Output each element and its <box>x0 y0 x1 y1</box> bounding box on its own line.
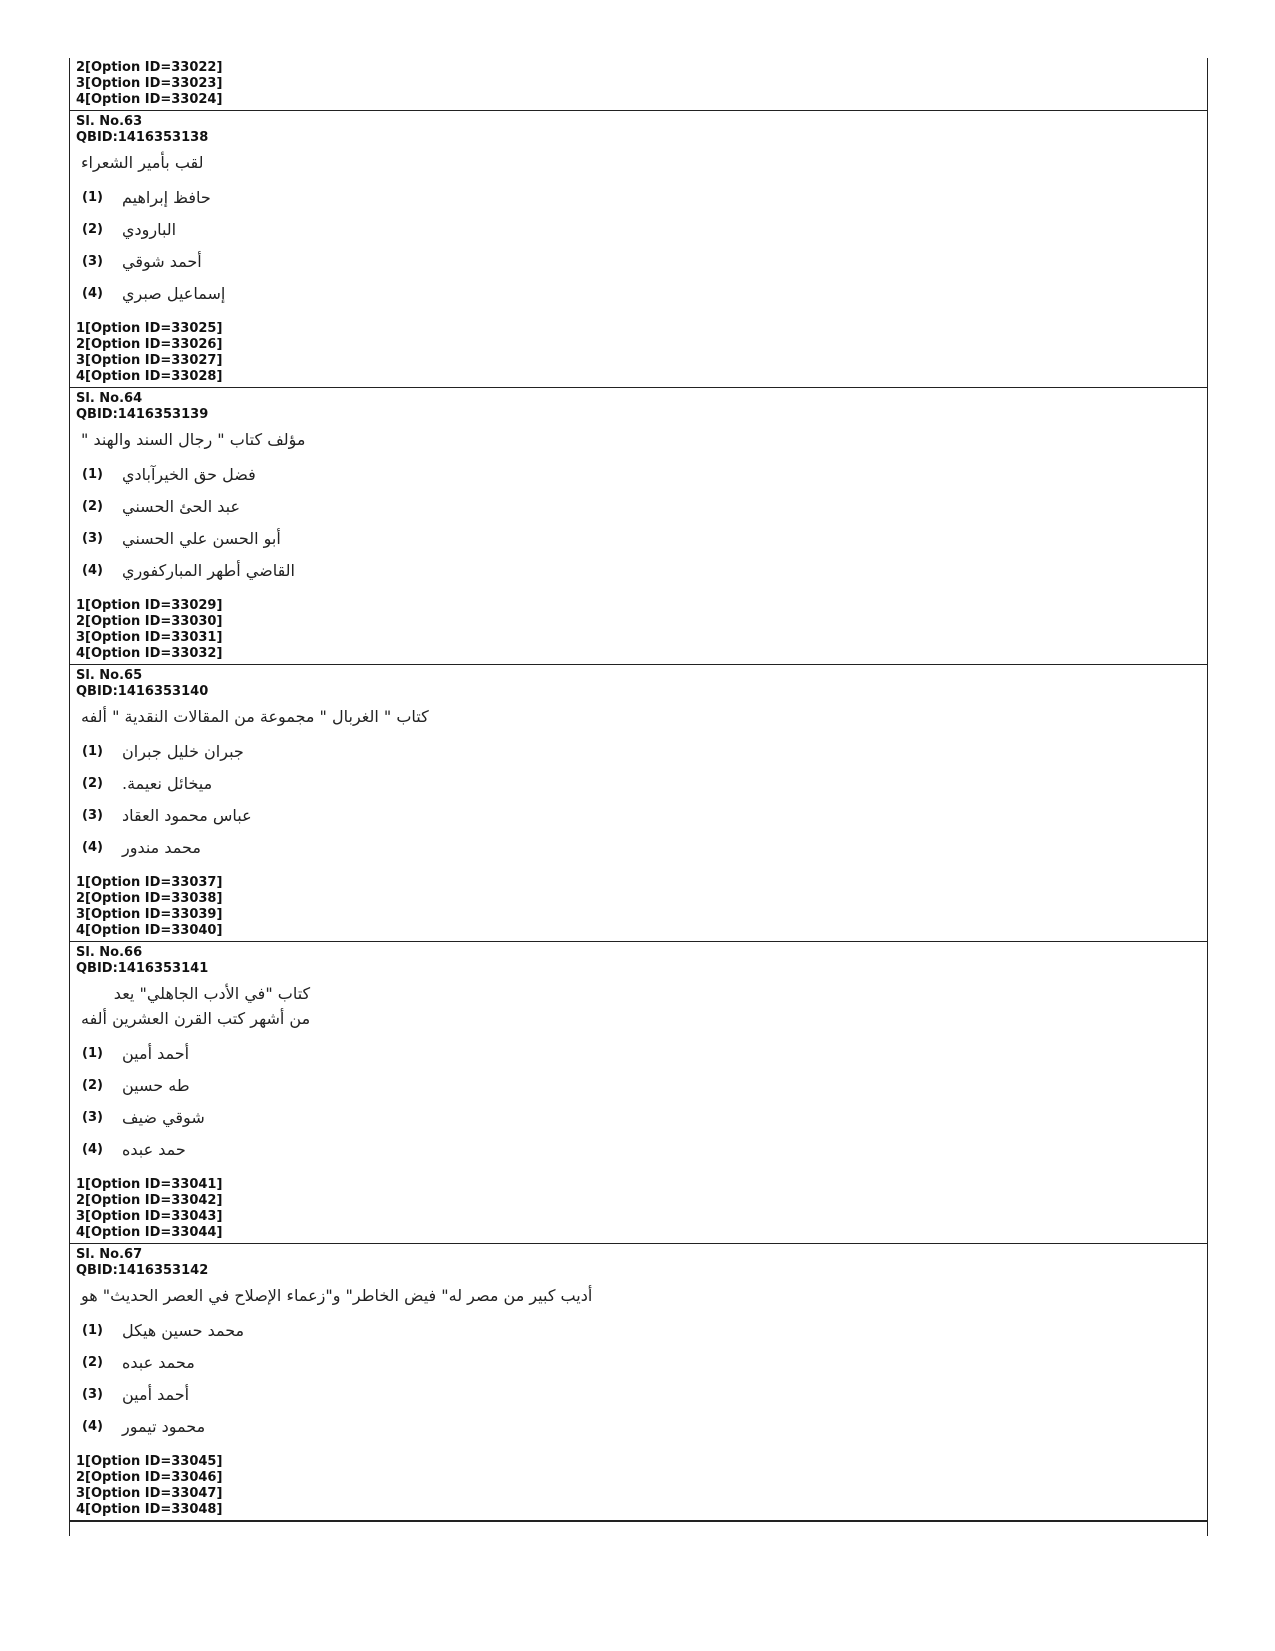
question-text <box>81 150 204 175</box>
option-text: جبران خليل جبران <box>122 741 244 761</box>
option-number: (4) <box>82 285 103 301</box>
option-number: (3) <box>82 807 103 823</box>
option-text: شوقي ضيف <box>122 1107 205 1127</box>
option-id-line: 1[Option ID=33029] <box>76 598 223 613</box>
spacer <box>76 1165 1207 1177</box>
option-row <box>82 1346 1207 1378</box>
option-text: حمد عبده <box>122 1139 186 1159</box>
option-id-line: 2[Option ID=33026] <box>76 337 223 352</box>
option-text: أبو الحسن علي الحسني <box>122 528 281 548</box>
question-text-line: من أشهر كتب القرن العشرين ألفه <box>81 1009 311 1028</box>
option-id-line: 1[Option ID=33025] <box>76 321 223 336</box>
option-text: محمد مندور <box>122 837 201 857</box>
option-row <box>82 1101 1207 1133</box>
option-row <box>82 277 1207 309</box>
qbid: QBID:1416353138 <box>76 130 209 145</box>
option-number: (1) <box>82 189 103 205</box>
option-number: (4) <box>82 1418 103 1434</box>
option-row <box>82 522 1207 554</box>
option-row <box>82 1378 1207 1410</box>
qbid: QBID:1416353141 <box>76 961 209 976</box>
qbid: QBID:1416353139 <box>76 407 209 422</box>
option-row <box>82 490 1207 522</box>
option-text: طه حسين <box>122 1075 190 1095</box>
option-id-line: 3[Option ID=33039] <box>76 907 223 922</box>
option-row <box>82 1133 1207 1165</box>
option-row <box>82 458 1207 490</box>
option-id-line: 4[Option ID=33044] <box>76 1225 223 1240</box>
serial-number: Sl. No.65 <box>76 668 143 683</box>
option-number: (2) <box>82 1354 103 1370</box>
option-id-line: 3[Option ID=33027] <box>76 353 223 368</box>
question-text-line: لقب بأمير الشعراء <box>81 153 204 172</box>
option-row <box>82 1037 1207 1069</box>
option-id-line: 3[Option ID=33031] <box>76 630 223 645</box>
option-text: إسماعيل صبري <box>122 283 226 303</box>
serial-number: Sl. No.64 <box>76 391 143 406</box>
option-id-line: 1[Option ID=33045] <box>76 1454 223 1469</box>
option-number: (4) <box>82 839 103 855</box>
option-number: (1) <box>82 743 103 759</box>
spacer <box>76 863 1207 875</box>
question-block <box>70 110 1207 387</box>
question-text-line: أديب كبير من مصر له" فيض الخاطر" و"زعماء الإصلاح في العصر الحديث" هو <box>81 1286 593 1305</box>
option-text: أحمد شوقي <box>122 251 202 271</box>
question-block <box>70 387 1207 664</box>
option-row <box>82 735 1207 767</box>
question-sheet <box>69 58 1208 1536</box>
serial-number: Sl. No.63 <box>76 114 143 129</box>
option-number: (3) <box>82 1386 103 1402</box>
option-id-line: 4[Option ID=33024] <box>76 92 223 107</box>
option-number: (4) <box>82 1141 103 1157</box>
option-number: (1) <box>82 466 103 482</box>
question-block <box>70 941 1207 1243</box>
serial-number: Sl. No.67 <box>76 1247 143 1262</box>
spacer <box>76 586 1207 598</box>
option-row <box>82 1410 1207 1442</box>
option-number: (3) <box>82 1109 103 1125</box>
continuation-block <box>70 58 1207 110</box>
option-text: محمد حسين هيكل <box>122 1320 245 1340</box>
option-row <box>82 245 1207 277</box>
option-id-line: 3[Option ID=33043] <box>76 1209 223 1224</box>
question-text <box>81 427 305 452</box>
option-row <box>82 799 1207 831</box>
option-text: محمد عبده <box>122 1352 195 1372</box>
option-row <box>82 767 1207 799</box>
option-number: (1) <box>82 1322 103 1338</box>
option-row <box>82 213 1207 245</box>
option-number: (2) <box>82 1077 103 1093</box>
qbid: QBID:1416353140 <box>76 684 209 699</box>
question-text <box>81 704 429 729</box>
option-number: (3) <box>82 253 103 269</box>
option-text: محمود تيمور <box>122 1416 206 1436</box>
option-text: أحمد أمين <box>122 1043 190 1063</box>
option-id-line: 3[Option ID=33047] <box>76 1486 223 1501</box>
option-text: أحمد أمين <box>122 1384 190 1404</box>
option-text: ميخائل نعيمة. <box>122 773 213 793</box>
option-id-line: 1[Option ID=33037] <box>76 875 223 890</box>
option-text: عباس محمود العقاد <box>122 805 252 825</box>
option-id-line: 4[Option ID=33048] <box>76 1502 223 1517</box>
option-row <box>82 554 1207 586</box>
option-text: عبد الحئ الحسني <box>122 496 241 516</box>
question-text-line: مؤلف كتاب " رجال السند والهند " <box>81 430 306 449</box>
qbid: QBID:1416353142 <box>76 1263 209 1278</box>
option-id-line: 3[Option ID=33023] <box>76 76 223 91</box>
question-block <box>70 664 1207 941</box>
option-text: حافظ إبراهيم <box>122 187 211 207</box>
option-row <box>82 831 1207 863</box>
option-number: (2) <box>82 498 103 514</box>
option-id-line: 4[Option ID=33028] <box>76 369 223 384</box>
option-id-line: 2[Option ID=33038] <box>76 891 223 906</box>
question-text <box>81 981 310 1031</box>
option-number: (2) <box>82 775 103 791</box>
option-number: (1) <box>82 1045 103 1061</box>
option-id-line: 4[Option ID=33032] <box>76 646 223 661</box>
option-number: (4) <box>82 562 103 578</box>
question-block <box>70 1243 1207 1520</box>
spacer <box>76 1442 1207 1454</box>
option-id-line: 4[Option ID=33040] <box>76 923 223 938</box>
option-row <box>82 1069 1207 1101</box>
question-text-line: كتاب "في الأدب الجاهلي" يعد <box>113 984 311 1003</box>
option-id-line: 2[Option ID=33042] <box>76 1193 223 1208</box>
option-row <box>82 1314 1207 1346</box>
page-bottom-rule <box>70 1520 1207 1536</box>
option-id-line: 2[Option ID=33030] <box>76 614 223 629</box>
option-id-line: 2[Option ID=33022] <box>76 60 223 75</box>
question-text-line: كتاب " الغربال " مجموعة من المقالات النقدية " ألفه <box>81 707 429 726</box>
serial-number: Sl. No.66 <box>76 945 143 960</box>
spacer <box>76 309 1207 321</box>
question-text <box>81 1283 592 1308</box>
questions-list <box>70 110 1207 1520</box>
option-number: (2) <box>82 221 103 237</box>
option-number: (3) <box>82 530 103 546</box>
option-text: فضل حق الخيرآبادي <box>122 464 256 484</box>
option-text: البارودي <box>122 219 177 239</box>
option-id-line: 2[Option ID=33046] <box>76 1470 223 1485</box>
option-id-line: 1[Option ID=33041] <box>76 1177 223 1192</box>
option-row <box>82 181 1207 213</box>
option-text: القاضي أطهر المباركفوري <box>122 560 295 580</box>
